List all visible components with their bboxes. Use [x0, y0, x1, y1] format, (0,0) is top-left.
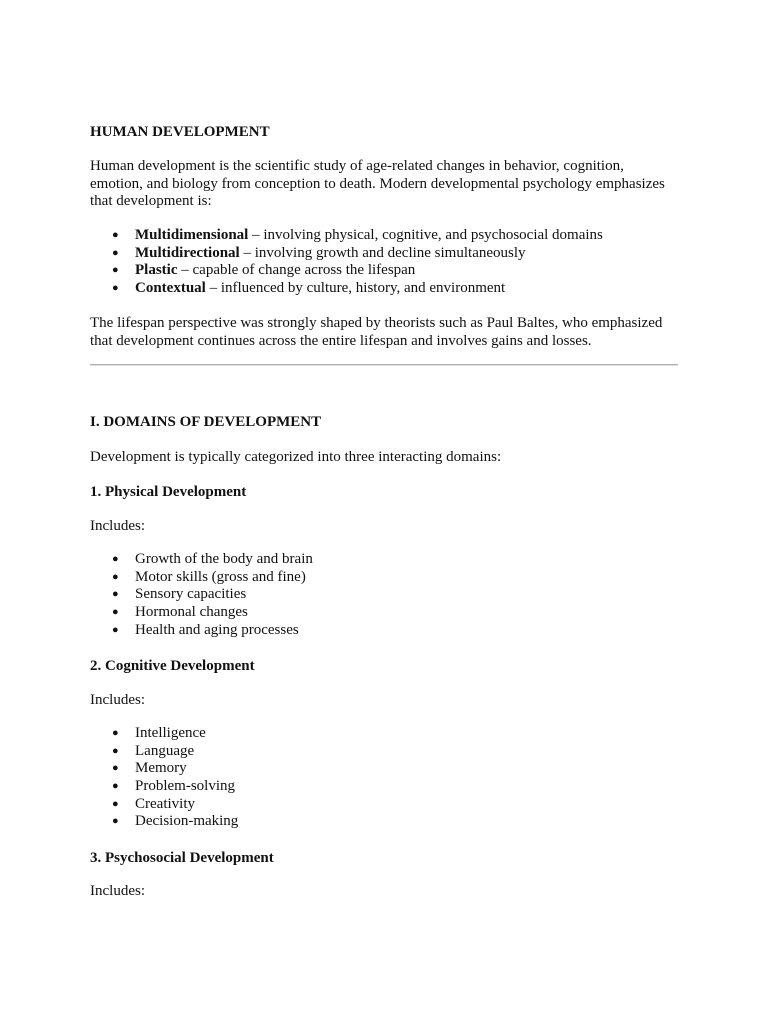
bullet-icon: ● — [112, 797, 119, 810]
includes-label: Includes: — [90, 883, 145, 899]
list-item: ● Sensory capacities — [112, 586, 247, 603]
bullet-icon: ● — [112, 762, 119, 775]
list-item: ● Problem-solving — [112, 778, 235, 795]
list-item — [90, 227, 603, 245]
bullet-description: – involving physical, cognitive, and psychosocial domains — [248, 227, 603, 243]
bullet-term: Multidimensional — [135, 227, 249, 243]
list-item — [90, 262, 603, 280]
bullet-icon: ● — [112, 264, 119, 277]
bullet-icon: ● — [112, 606, 119, 619]
list-item: ● Decision-making — [112, 813, 239, 830]
document-title: HUMAN DEVELOPMENT — [90, 124, 270, 140]
bullet-term: Plastic — [135, 262, 178, 279]
intro-paragraph: Human development is the scientific study of age-related changes in behavior, cognition, emotion, and biology from conception to death. Modern developmental psychology emphasizes that development is: — [90, 158, 665, 209]
intro-bullet-list — [90, 227, 603, 298]
bullet-icon: ● — [112, 246, 119, 259]
bullet-description: – capable of change across the lifespan — [177, 262, 416, 279]
bullet-icon: ● — [112, 588, 119, 601]
subsection-heading-psychosocial: 3. Psychosocial Development — [90, 850, 274, 866]
bullet-icon: ● — [112, 623, 119, 636]
closing-paragraph: The lifespan perspective was strongly shaped by theorists such as Paul Baltes, who emphasized that development continues across the entire lifespan and involves gains and losses. — [90, 315, 663, 349]
list-item: ● Language — [112, 742, 195, 759]
subsection-heading-cognitive: 2. Cognitive Development — [90, 658, 255, 674]
includes-label: Includes: — [90, 518, 145, 534]
cognitive-list — [90, 725, 238, 831]
bullet-icon: ● — [112, 727, 119, 739]
list-item: ● Health and aging processes — [112, 621, 299, 638]
bullet-icon: ● — [112, 229, 119, 241]
bullet-icon: ● — [112, 815, 119, 828]
section-intro: Development is typically categorized into three interacting domains: — [90, 449, 502, 465]
list-item — [90, 280, 603, 298]
includes-label: Includes: — [90, 692, 145, 708]
list-item: ● Memory — [112, 760, 187, 777]
bullet-term: Contextual — [135, 280, 206, 297]
horizontal-divider — [90, 364, 678, 366]
physical-list — [90, 551, 313, 639]
list-item: ● Intelligence — [112, 725, 206, 741]
list-item: ● Hormonal changes — [112, 604, 248, 621]
bullet-icon: ● — [112, 570, 119, 583]
bullet-term: Multidirectional — [135, 244, 240, 261]
list-item — [90, 245, 603, 263]
bullet-icon: ● — [112, 744, 119, 757]
list-item: ● Growth of the body and brain — [112, 551, 313, 567]
bullet-icon: ● — [112, 282, 119, 295]
list-item: ● Creativity — [112, 795, 195, 812]
subsection-heading-physical: 1. Physical Development — [90, 484, 247, 500]
bullet-icon: ● — [112, 553, 119, 565]
list-item: ● Motor skills (gross and fine) — [112, 568, 306, 585]
bullet-description: – involving growth and decline simultaneously — [239, 244, 526, 261]
bullet-description: – influenced by culture, history, and environment — [205, 280, 506, 297]
bullet-icon: ● — [112, 780, 119, 793]
section-heading: I. DOMAINS OF DEVELOPMENT — [90, 414, 322, 430]
